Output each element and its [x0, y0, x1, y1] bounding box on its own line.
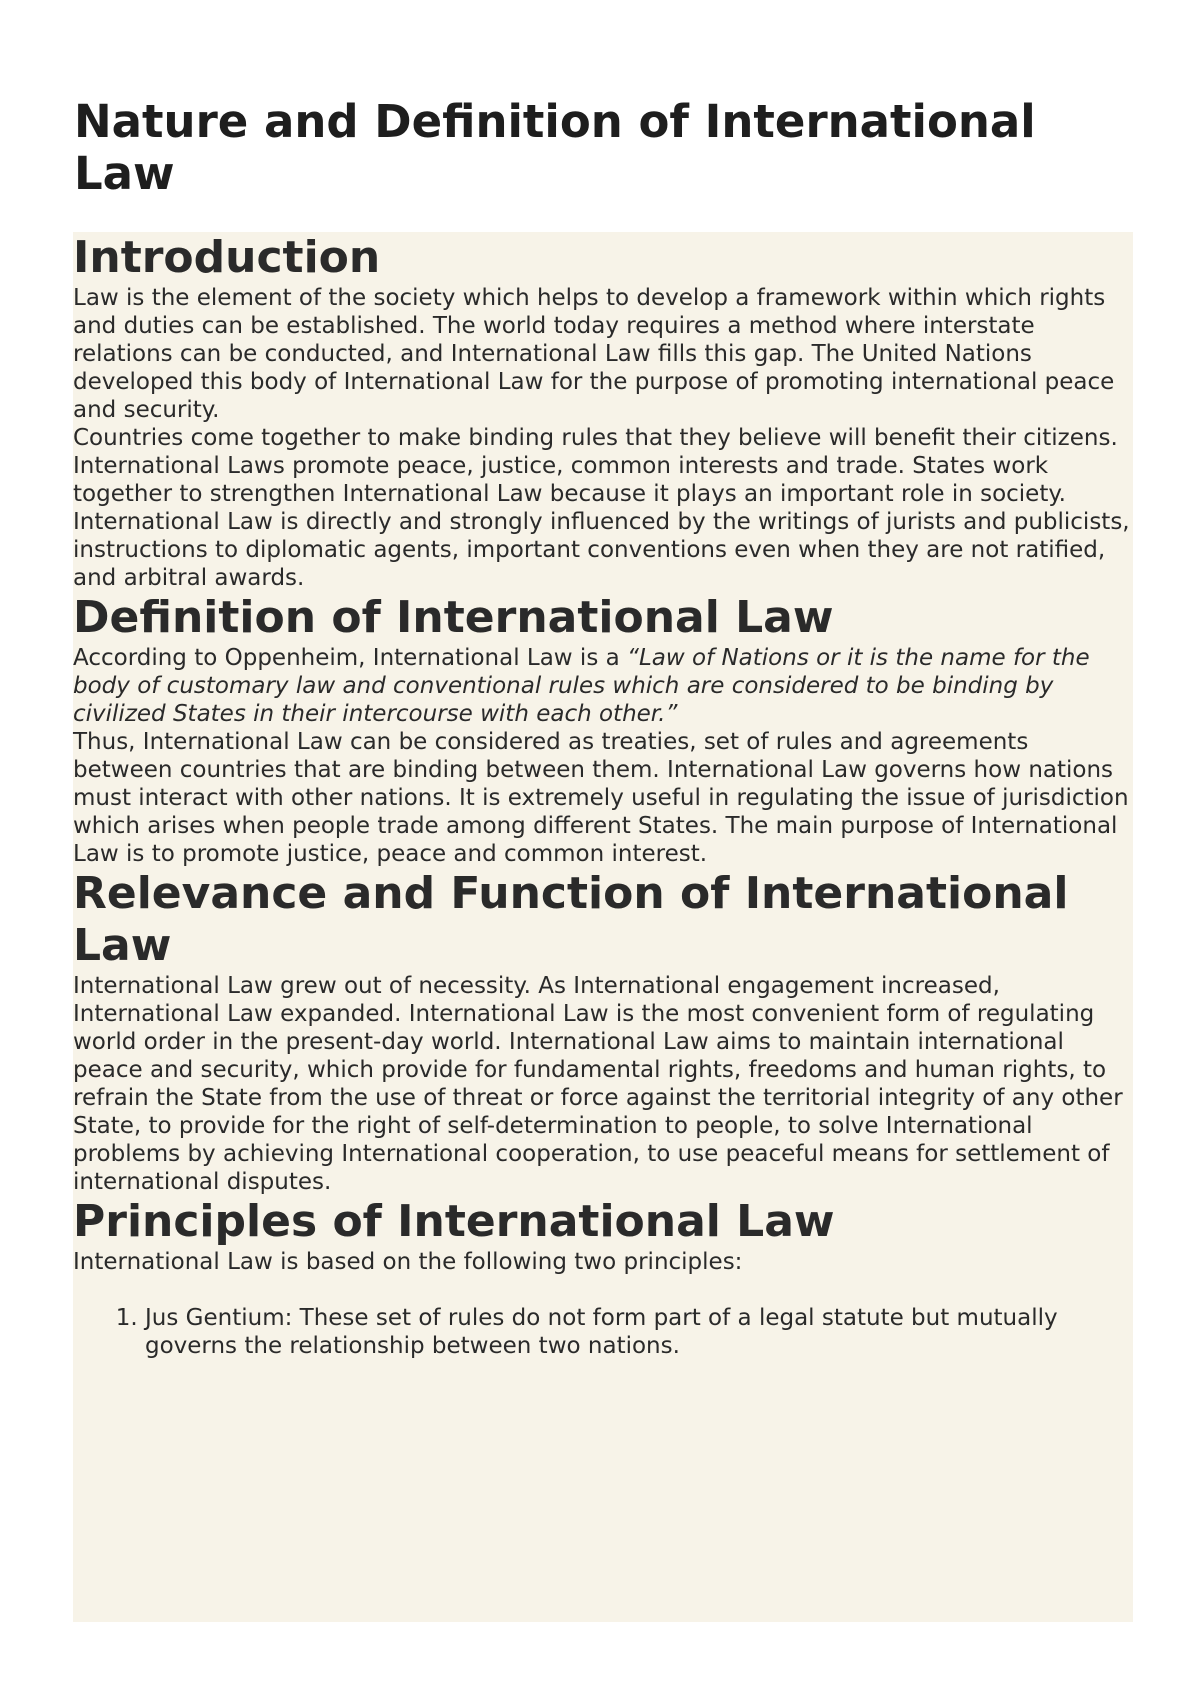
principles-intro: International Law is based on the following two principles: — [73, 1249, 743, 1275]
definition-paragraph: Thus, International Law can be considered as treaties, set of rules and agreements between countries that are binding between them. International Law governs how nations must interact with other nations. It is extremely useful in regulating the issue of jurisdiction which arises when people trade among different States. The main purpose of International Law is to promote justice, peace and common interest. — [73, 729, 1129, 867]
introduction-paragraph: Countries come together to make binding rules that they believe will benefit their citizens. International Laws promote peace, justice, common interests and trade. States work together to strengthen International Law because it plays an important role in society. International Law is directly and strongly influenced by the writings of jurists and publicists, instructions to diplomatic agents, important conventions even when they are not ratified, and arbitral awards. — [73, 425, 1130, 591]
section-heading-relevance: Relevance and Function of International Law — [73, 868, 1069, 971]
definition-quote-lead: According to Oppenheim, International Law is a — [73, 645, 628, 671]
document-title: Nature and Definition of International Law — [74, 95, 1036, 200]
relevance-paragraph: International Law grew out of necessity. As International engagement increased, International Law expanded. International Law is the most convenient form of regulating world order in the present-day world. International Law aims to maintain international peace and security, which provide for fundamental rights, freedoms and human rights, to refrain the State from the use of threat or force against the territorial integrity of any other State, to provide for the right of self-determination to people, to solve International problems by achieving International cooperation, to use peaceful means for settlement of international disputes. — [73, 973, 1123, 1195]
definition-quote-paragraph — [73, 644, 1133, 728]
introduction-paragraph: Law is the element of the society which helps to develop a framework within which rights and duties can be established. The world today requires a method where interstate relations can be conducted, and International Law fills this gap. The United Nations developed this body of International Law for the purpose of promoting international peace and security. — [73, 285, 1115, 423]
list-item: 1. Jus Gentium: These set of rules do not form part of a legal statute but mutually governs the relationship between two nations. — [145, 1304, 1133, 1360]
principles-list — [73, 1304, 1133, 1360]
section-heading-principles: Principles of International Law — [73, 1196, 835, 1247]
oppenheim-quote: “Law of Nations or it is the name for the body of customary law and conventional rules which are considered to be binding by civilized States in their intercourse with each other.” — [73, 645, 1090, 727]
article-content — [73, 232, 1133, 1622]
section-heading-introduction: Introduction — [73, 232, 381, 283]
section-heading-definition: Definition of International Law — [73, 592, 834, 643]
